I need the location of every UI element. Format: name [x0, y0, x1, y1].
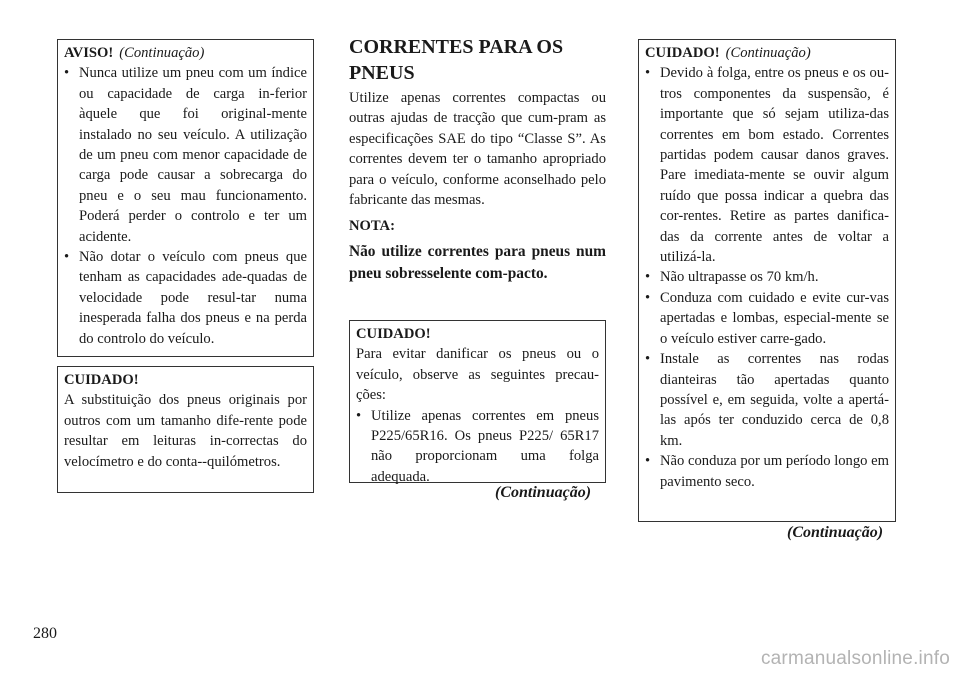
cuidado-header	[645, 43, 889, 63]
aviso-label: AVISO!	[64, 45, 114, 61]
aviso-item: • Não dotar o veículo com pneus que tenham as capacidades ade-quadas de velocidade pode resul-tar numa inesperada falha dos pneus e na perda do controlo do veículo.	[64, 247, 307, 349]
cuidado-list	[645, 63, 889, 492]
cuidado-continuation-label: (Continuação)	[725, 45, 811, 61]
cuidado-item: • Instale as correntes nas rodas dianteiras tão apertadas quanto possível e, em seguida, volte a apertá-las após ter conduzido cerca de 0,8 km.	[645, 349, 889, 451]
cuidado-item: • Não conduza por um período longo em pavimento seco.	[645, 451, 889, 492]
aviso-item: • Nunca utilize um pneu com um índice ou capacidade de carga in-ferior àquele que foi original-mente instalado no seu veículo. A utilização de um pneu com menor capacidade de carga pode causar a sobrecarga do pneu e o seu mau funcionamento. Poderá perder o controlo e ter um acidente.	[64, 63, 307, 247]
nota-label: NOTA:	[349, 218, 395, 235]
cuidado-label: CUIDADO!	[64, 372, 139, 388]
cuidado-item: • Conduza com cuidado e evite cur-vas apertadas e lombas, especial-mente se o veículo estiver carre-gado.	[645, 288, 889, 349]
section-title: CORRENTES PARA OS PNEUS	[349, 36, 564, 84]
cuidado-speedometer-box	[57, 366, 314, 493]
cuidado-label: CUIDADO!	[645, 45, 720, 61]
cuidado-label: CUIDADO!	[356, 326, 431, 342]
aviso-warning-box	[57, 39, 314, 357]
page-number: 280	[33, 625, 57, 642]
nota-text: Não utilize correntes para pneus num pneu sobresselente com-pacto.	[349, 242, 606, 282]
cuidado-text: Para evitar danificar os pneus ou o veículo, observe as seguintes precau-ções:	[356, 346, 599, 404]
section-paragraph: Utilize apenas correntes compactas ou outras ajudas de tracção que cum-pram as especificações SAE do tipo “Classe S”. As correntes devem ter o tamanho apropriado para o veículo, conforme aconselhado pelo fabricante das mesmas.	[349, 90, 606, 209]
cuidado-item: • Utilize apenas correntes em pneus P225/65R16. Os pneus P225/ 65R17 não proporcionam uma folga adequada.	[356, 406, 599, 488]
aviso-continuation-label: (Continuação)	[119, 45, 205, 61]
cuidado-continued-box	[638, 39, 896, 522]
continuation-label: (Continuação)	[787, 524, 884, 541]
watermark: carmanualsonline.info	[760, 648, 950, 669]
cuidado-chains-box	[349, 320, 606, 483]
aviso-list	[64, 63, 307, 349]
cuidado-item: • Devido à folga, entre os pneus e os ou-tros componentes da suspensão, é importante que só sejam utiliza-das correntes em bom estado. Correntes partidas podem causar danos graves. Pare imediata-mente se ouvir algum ruído que possa indicar a quebra das cor-rentes. Retire as partes danifica-das da corrente antes de voltar a utilizá-la.	[645, 63, 889, 267]
cuidado-list	[356, 406, 599, 488]
aviso-header	[64, 43, 307, 63]
cuidado-text: A substituição dos pneus originais por outros com um tamanho dife-rente pode resultar em leituras in-correctas do velocímetro e do conta--quilómetros.	[64, 392, 307, 470]
chains-section	[349, 34, 606, 285]
cuidado-item: • Não ultrapasse os 70 km/h.	[645, 267, 889, 287]
continuation-label: (Continuação)	[495, 484, 592, 501]
